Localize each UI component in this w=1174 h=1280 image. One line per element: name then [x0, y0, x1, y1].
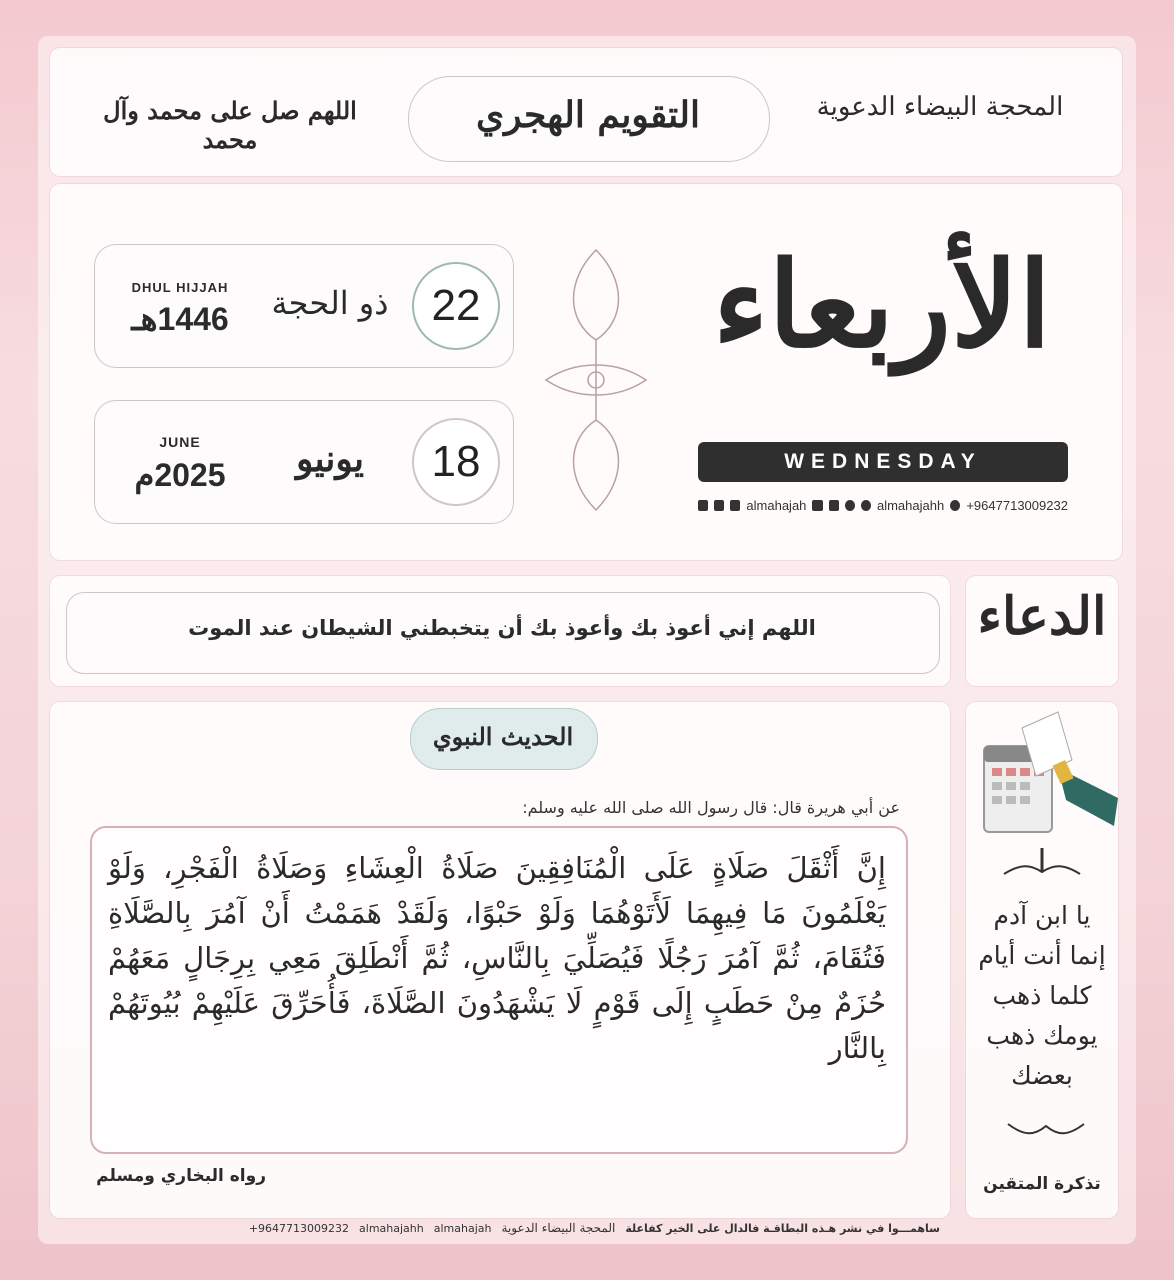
facebook-icon[interactable]	[698, 500, 708, 511]
reminder-line: إنما أنت أيام	[978, 941, 1106, 970]
ornament-bottom-icon	[1004, 1116, 1088, 1142]
dua-text: اللهم إني أعوذ بك وأعوذ بك أن يتخبطني الشيطان عند الموت	[188, 616, 816, 640]
dua-label: الدعاء	[977, 586, 1107, 647]
calendar-hand-icon	[978, 708, 1128, 838]
hadith-source: رواه البخاري ومسلم	[96, 1166, 266, 1186]
phone-number: +9647713009232	[966, 498, 1068, 513]
ornament-top-icon	[1000, 846, 1084, 882]
hijri-month-en: DHUL HIJJAH	[131, 280, 229, 295]
footer-logo: المحجة البيضاء الدعوية	[501, 1221, 616, 1235]
footer-handle-2: almahajahh	[359, 1221, 424, 1235]
gregorian-month-ar: يونيو	[295, 438, 365, 480]
gregorian-year: 2025م	[134, 457, 226, 493]
gregorian-month-en: JUNE	[159, 434, 201, 450]
social-handle-2: almahajahh	[876, 498, 945, 513]
instagram-icon[interactable]	[845, 500, 855, 511]
hadith-text: إِنَّ أَثْقَلَ صَلَاةٍ عَلَى الْمُنَافِقِينَ صَلَاةُ الْعِشَاءِ وَصَلَاةُ الْفَجْرِ، وَلَوْ يَعْلَمُونَ مَا فِيهِمَا لَأَتَوْهُمَا وَلَوْ حَبْوًا، وَلَقَدْ هَمَمْتُ أَنْ آمُرَ بِالصَّلَاةِ فَتُقَامَ، ثُمَّ آمُرَ رَجُلًا فَيُصَلِّيَ بِالنَّاسِ، ثُمَّ أَنْطَلِقَ مَعِي بِرِجَالٍ مَعَهُمْ حُزَمٌ مِنْ حَطَبٍ إِلَى قَوْمٍ لَا يَشْهَدُونَ الصَّلَاةَ، فَأُحَرِّقَ عَلَيْهِمْ بُيُوتَهُمْ بِالنَّار	[108, 851, 886, 1065]
footer-row	[240, 1221, 940, 1235]
hijri-day: 22	[412, 262, 500, 350]
footer-share-text: ساهمـــوا في نشر هـذه البطاقـة فالدال على الخير كفاعلة	[625, 1221, 940, 1235]
hadith-label: الحديث النبوي	[432, 722, 574, 751]
tiktok-icon[interactable]	[829, 500, 839, 511]
reminder-line: يومك ذهب	[986, 1021, 1098, 1050]
hadith-intro: عن أبي هريرة قال: قال رسول الله صلى الله عليه وسلم:	[522, 798, 900, 817]
hijri-month-ar: ذو الحجة	[271, 284, 389, 322]
telegram-icon[interactable]	[714, 500, 724, 511]
social-row	[698, 498, 1068, 513]
social-handle-1: almahajah	[746, 498, 807, 513]
day-name-en: WEDNESDAY	[784, 450, 982, 473]
footer-handle-1: almahajah	[433, 1221, 492, 1235]
reminder-lines	[966, 896, 1118, 1096]
logo-text: المحجة البيضاء الدعوية	[816, 92, 1064, 122]
hijri-year: 1446هـ	[131, 301, 229, 337]
x-icon[interactable]	[812, 500, 822, 511]
footer-phone: +9647713009232	[248, 1221, 350, 1235]
threads-icon[interactable]	[861, 500, 871, 511]
reminder-label: تذكرة المتقين	[983, 1174, 1101, 1194]
salawat-text: اللهم صل على محمد وآل محمد	[103, 96, 357, 154]
day-name-ar: الأربعاء	[712, 235, 1052, 374]
reminder-line: بعضك	[1011, 1061, 1073, 1090]
reminder-line: يا ابن آدم	[993, 901, 1091, 930]
ornament-icon	[536, 240, 656, 520]
gregorian-day: 18	[412, 418, 500, 506]
whatsapp-icon[interactable]	[950, 500, 960, 511]
reminder-line: كلما ذهب	[992, 981, 1092, 1010]
youtube-icon[interactable]	[730, 500, 740, 511]
page-title: التقويم الهجري	[476, 94, 700, 136]
